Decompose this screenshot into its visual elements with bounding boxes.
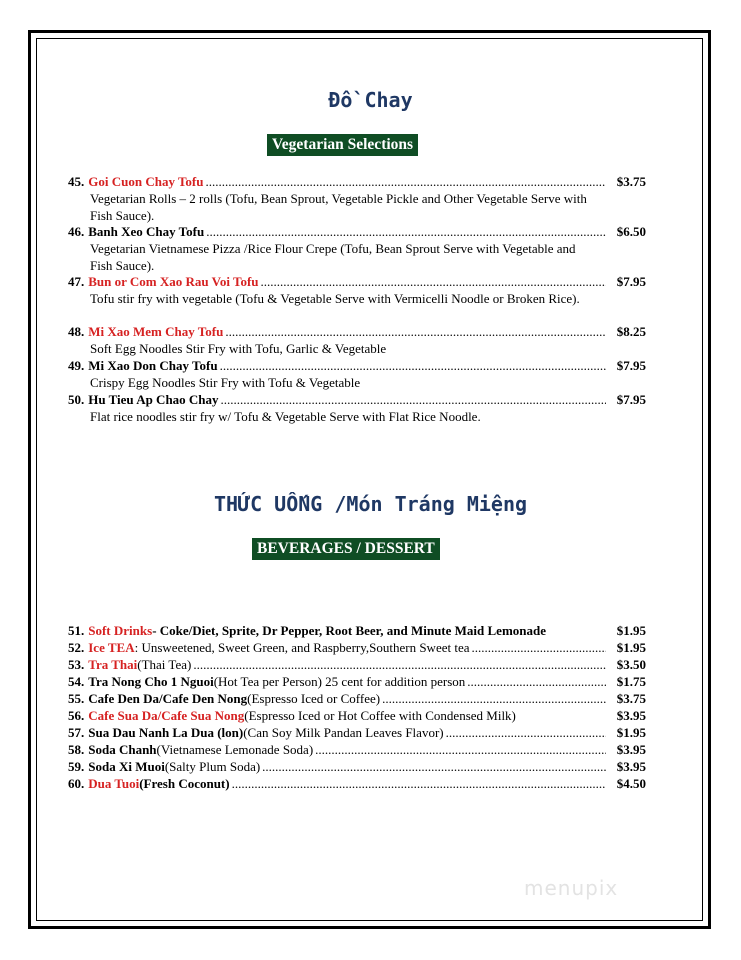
item-number: 47. bbox=[68, 274, 85, 289]
item-price: $3.95 bbox=[616, 759, 646, 774]
menu-item-45 bbox=[68, 173, 646, 224]
item-number: 46. bbox=[68, 224, 85, 239]
item-number: 49. bbox=[68, 358, 85, 373]
item-extra: (Espresso Iced or Coffee) bbox=[247, 691, 381, 706]
item-price: $1.95 bbox=[616, 725, 646, 740]
menu-item-48 bbox=[68, 323, 646, 357]
item-number: 55. bbox=[68, 691, 85, 706]
menu-item-46 bbox=[68, 223, 646, 274]
section-heading-vegetarian: Đồ Chay bbox=[328, 88, 413, 112]
item-name: Ice TEA bbox=[88, 640, 135, 655]
item-price: $1.95 bbox=[616, 640, 646, 655]
item-number: 48. bbox=[68, 324, 85, 339]
menu-item-60 bbox=[68, 775, 646, 792]
item-name: Bun or Com Xao Rau Voi Tofu bbox=[88, 274, 259, 289]
leader-dots bbox=[446, 724, 606, 741]
leader-dots bbox=[261, 273, 606, 290]
item-number: 60. bbox=[68, 776, 85, 791]
leader-dots bbox=[232, 775, 606, 792]
leader-dots bbox=[262, 758, 606, 775]
item-extra: : Unsweetened, Sweet Green, and Raspberry,Southern Sweet tea bbox=[134, 640, 470, 655]
item-number: 52. bbox=[68, 640, 85, 655]
item-name: Banh Xeo Chay Tofu bbox=[88, 224, 205, 239]
leader-dots bbox=[382, 690, 606, 707]
item-name: Dua Tuoi bbox=[88, 776, 140, 791]
item-description: Tofu stir fry with vegetable (Tofu & Vegetable Serve with Vermicelli Noodle or Broken Rice). bbox=[90, 291, 580, 306]
item-price: $7.95 bbox=[616, 392, 646, 407]
item-price: $1.75 bbox=[616, 674, 646, 689]
menu-item-56 bbox=[68, 707, 646, 724]
item-extra: - Coke/Diet, Sprite, Dr Pepper, Root Beer, and Minute Maid Lemonade bbox=[152, 623, 547, 638]
item-description: Vegetarian Rolls – 2 rolls (Tofu, Bean Sprout, Vegetable Pickle and Other Vegetable Serve with Fish Sauce). bbox=[90, 191, 587, 223]
item-name: Cafe Den Da/Cafe Den Nong bbox=[88, 691, 248, 706]
item-price: $3.95 bbox=[616, 708, 646, 723]
item-description: Flat rice noodles stir fry w/ Tofu & Vegetable Serve with Flat Rice Noodle. bbox=[90, 409, 481, 424]
menu-item-57 bbox=[68, 724, 646, 741]
section-badge-beverages: BEVERAGES / DESSERT bbox=[252, 538, 440, 560]
menu-item-52 bbox=[68, 639, 646, 656]
item-number: 59. bbox=[68, 759, 85, 774]
item-price: $1.95 bbox=[616, 623, 646, 638]
item-name: Cafe Sua Da/Cafe Sua Nong bbox=[88, 708, 245, 723]
menu-item-49 bbox=[68, 357, 646, 391]
item-number: 45. bbox=[68, 174, 85, 189]
item-extra: (Hot Tea per Person) 25 cent for addition person bbox=[213, 674, 466, 689]
leader-dots bbox=[467, 673, 606, 690]
section-badge-vegetarian: Vegetarian Selections bbox=[267, 134, 418, 156]
menu-item-59 bbox=[68, 758, 646, 775]
item-extra: (Can Soy Milk Pandan Leaves Flavor) bbox=[243, 725, 444, 740]
menu-item-51 bbox=[68, 622, 646, 639]
item-name: Mi Xao Mem Chay Tofu bbox=[88, 324, 224, 339]
watermark-logo: menupix bbox=[524, 876, 619, 900]
item-extra: (Vietnamese Lemonade Soda) bbox=[156, 742, 314, 757]
item-number: 57. bbox=[68, 725, 85, 740]
menu-item-50 bbox=[68, 391, 646, 425]
leader-dots bbox=[206, 173, 607, 190]
leader-dots bbox=[206, 223, 606, 240]
item-name: Hu Tieu Ap Chao Chay bbox=[88, 392, 219, 407]
item-extra: (Espresso Iced or Hot Coffee with Condensed Milk) bbox=[244, 708, 516, 723]
item-description: Crispy Egg Noodles Stir Fry with Tofu & Vegetable bbox=[90, 375, 361, 390]
item-price: $3.75 bbox=[616, 174, 646, 189]
item-extra: (Thai Tea) bbox=[137, 657, 192, 672]
item-number: 51. bbox=[68, 623, 85, 638]
item-price: $8.25 bbox=[616, 324, 646, 339]
item-name: Soda Chanh bbox=[88, 742, 157, 757]
item-price: $7.95 bbox=[616, 274, 646, 289]
item-price: $3.50 bbox=[616, 657, 646, 672]
item-description: Vegetarian Vietnamese Pizza /Rice Flour Crepe (Tofu, Bean Sprout Serve with Vegetable and Fish Sauce). bbox=[90, 241, 576, 273]
item-name: Sua Dau Nanh La Dua (lon) bbox=[88, 725, 244, 740]
section-heading-beverages: THỨC UỐNG /Món Tráng Miệng bbox=[213, 492, 528, 516]
item-extra: (Fresh Coconut) bbox=[139, 776, 230, 791]
item-price: $3.75 bbox=[616, 691, 646, 706]
menu-item-53 bbox=[68, 656, 646, 673]
item-price: $7.95 bbox=[616, 358, 646, 373]
menu-item-54 bbox=[68, 673, 646, 690]
leader-dots bbox=[193, 656, 606, 673]
item-number: 58. bbox=[68, 742, 85, 757]
item-name: Soda Xi Muoi bbox=[88, 759, 165, 774]
menu-item-55 bbox=[68, 690, 646, 707]
item-description: Soft Egg Noodles Stir Fry with Tofu, Garlic & Vegetable bbox=[90, 341, 387, 356]
item-name: Goi Cuon Chay Tofu bbox=[88, 174, 204, 189]
leader-dots bbox=[221, 391, 606, 408]
menu-item-47 bbox=[68, 273, 646, 307]
item-name: Soft Drinks bbox=[88, 623, 153, 638]
item-price: $6.50 bbox=[616, 224, 646, 239]
item-name: Tra Thai bbox=[88, 657, 138, 672]
leader-dots bbox=[225, 323, 606, 340]
leader-dots bbox=[472, 639, 607, 656]
item-name: Mi Xao Don Chay Tofu bbox=[88, 358, 218, 373]
menu-item-58 bbox=[68, 741, 646, 758]
item-price: $4.50 bbox=[616, 776, 646, 791]
item-extra: (Salty Plum Soda) bbox=[164, 759, 261, 774]
item-number: 53. bbox=[68, 657, 85, 672]
item-number: 54. bbox=[68, 674, 85, 689]
item-price: $3.95 bbox=[616, 742, 646, 757]
item-name: Tra Nong Cho 1 Nguoi bbox=[88, 674, 214, 689]
leader-dots bbox=[220, 357, 606, 374]
item-number: 56. bbox=[68, 708, 85, 723]
leader-dots bbox=[315, 741, 606, 758]
item-number: 50. bbox=[68, 392, 85, 407]
